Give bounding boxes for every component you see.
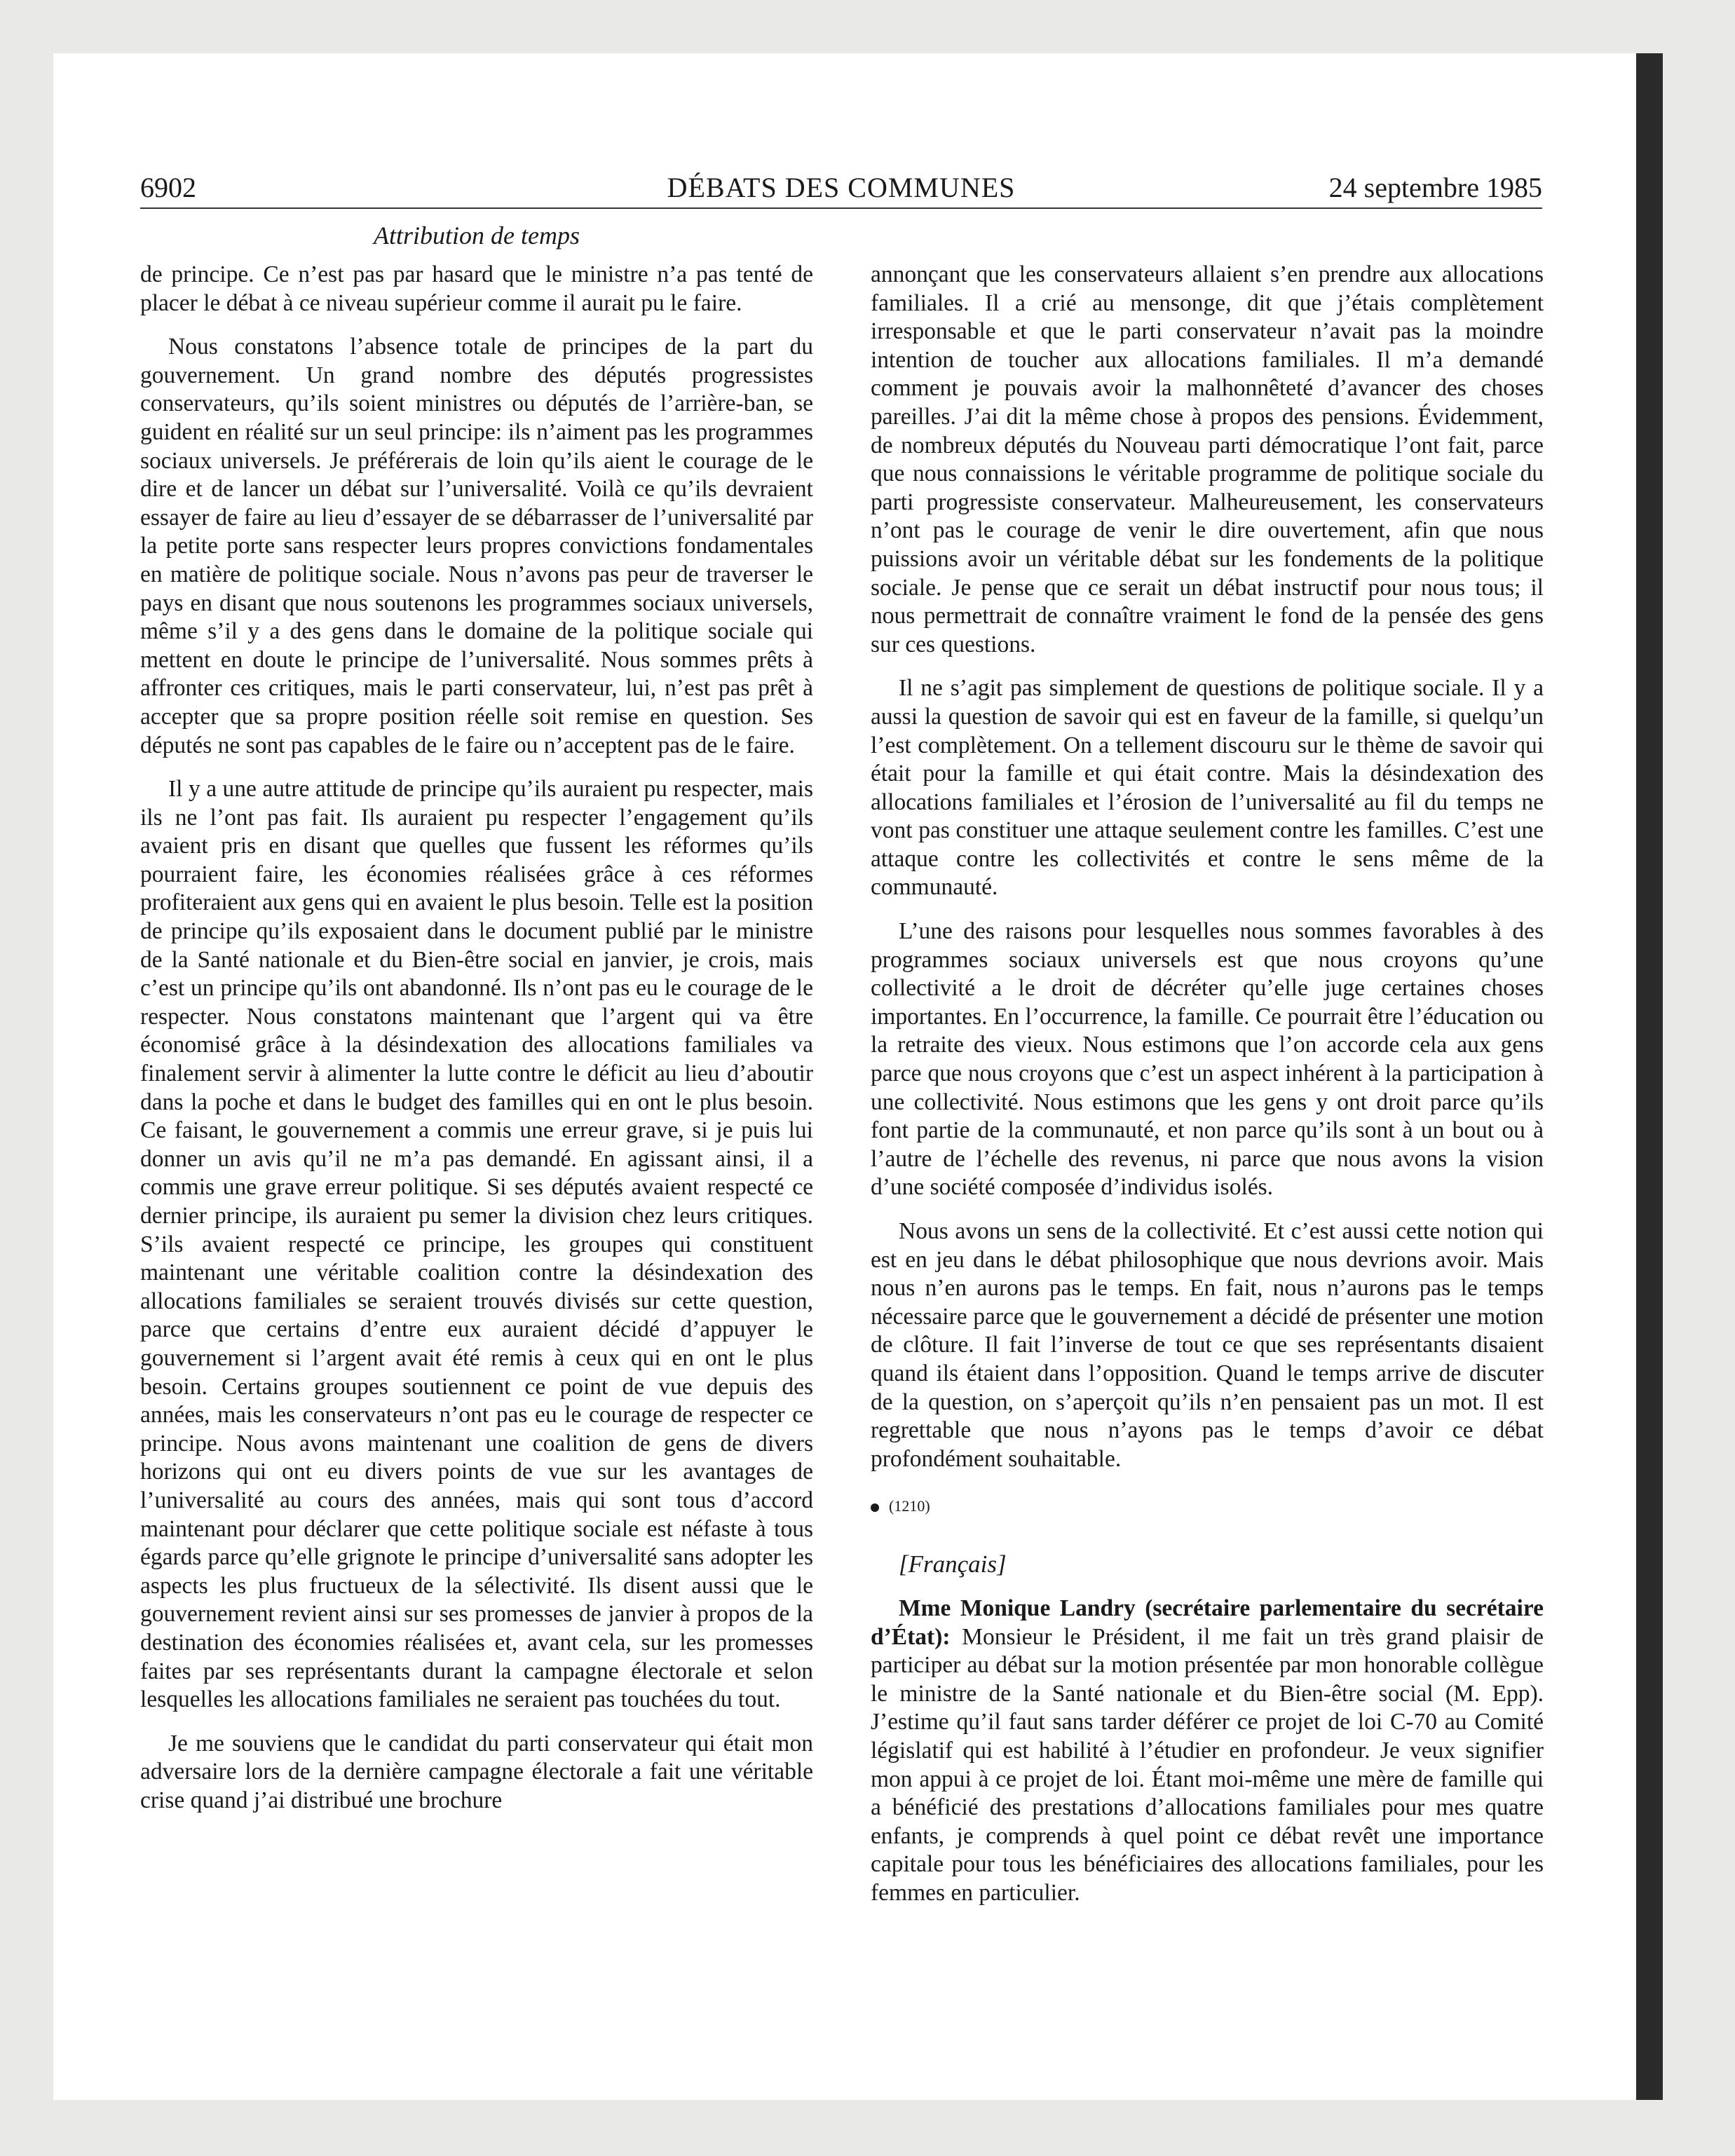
paragraph: Nous constatons l’absence totale de principes de la part du gouvernement. Un grand nombre des députés progressistes conservateurs, qu’ils soient ministres ou députés de l’arrière-ban, se guident en réalité sur un seul principe: ils n’aiment pas les programmes sociaux universels. Je préférerais de loin qu’ils aient le courage de le dire et de lancer un débat sur l’universalité. Voilà ce qu’ils devraient essayer de faire au lieu d’essayer de se débarrasser de l’universalité par la petite porte sans respecter leurs propres convictions fondamentales en matière de politique sociale. Nous n’avons pas peur de traverser le pays en disant que nous soutenons les programmes sociaux universels, même s’il y a des gens dans le domaine de la politique sociale qui mettent en doute le principe de l’universalité. Nous sommes prêts à affronter ces critiques, mais le parti conservateur, lui, n’est pas prêt à accepter que sa propre position réelle soit remise en question. Ses députés ne sont pas capables de le faire ou n’acceptent pas de le faire. [140, 334, 813, 758]
paragraph: L’une des raisons pour lesquelles nous sommes favorables à des programmes sociaux universels est que nous croyons qu’une collectivité a le droit de décréter qu’elle juge certaines choses importantes. En l’occurrence, la famille. Ce pourrait être l’éducation ou la retraite des vieux. Nous estimons que l’on accorde cela aux gens parce que nous croyons que c’est un aspect inhérent à la participation à une collectivité. Nous estimons que les gens y ont droit parce qu’ils font partie de la communauté, et non parce qu’ils sont à un bout ou à l’autre de l’échelle des revenus, ni parce que nous avons la vision d’une société composée d’individus isolés. [871, 918, 1544, 1201]
publication-title: DÉBATS DES COMMUNES [667, 172, 1016, 203]
time-marker-text: (1210) [889, 1497, 930, 1515]
right-column [871, 261, 1544, 1923]
paragraph: Il ne s’agit pas simplement de questions de politique sociale. Il y a aussi la question de savoir qui est en faveur de la famille, si quelqu’un l’est complètement. On a tellement discouru sur le thème de savoir qui était pour la famille et qui était contre. Mais la désindexation des allocations familiales et l’érosion de l’universalité au fil du temps ne vont pas constituer une attaque seulement contre les familles. C’est une attaque contre les collectivités et contre le sens même de la communauté. [871, 675, 1544, 901]
paragraph: Il y a une autre attitude de principe qu’ils auraient pu respecter, mais ils ne l’ont pas fait. Ils auraient pu respecter l’engagement qu’ils avaient pris en disant que quelles que fussent les réformes qu’ils pourraient faire, les économies réalisées grâce à ces réformes profiteraient aux gens qui en avaient le plus besoin. Telle est la position de principe qu’ils exposaient dans le document publié par le ministre de la Santé nationale et du Bien-être social en janvier, je crois, mais c’est un principe qu’ils ont abandonné. Ils n’ont pas eu le courage de le respecter. Nous constatons maintenant que l’argent qui va être économisé grâce à la désindexation des allocations familiales va finalement servir à alimenter la lutte contre le déficit au lieu d’aboutir dans la poche et dans le budget des familles qui en ont le plus besoin. Ce faisant, le gouvernement a commis une erreur grave, si je puis lui donner un avis qu’il ne m’a pas demandé. En agissant ainsi, il a commis une grave erreur politique. Si ses députés avaient respecté ce dernier principe, ils auraient pu semer la division chez leurs critiques. S’ils avaient respecté ce principe, les groupes qui constituent maintenant une véritable coalition contre la désindexation des allocations familiales se seraient trouvés divisés sur cette question, parce que certains d’entre eux auraient décidé d’appuyer le gouvernement si l’argent avait été remis à ceux qui en ont le plus besoin. Certains groupes soutiennent ce point de vue depuis des années, mais les conservateurs n’ont pas eu le courage de respecter ce principe. Nous avons maintenant une coalition de gens de divers horizons qui ont eu divers points de vue sur les avantages de l’universalité au cours des années, mais qui sont tous d’accord maintenant pour déclarer que cette politique sociale est néfaste à tous égards parce qu’elle grignote le principe d’universalité sans adopter les aspects les plus fructueux de la sélectivité. Ils disent aussi que le gouvernement revient ainsi sur ses promesses de janvier à propos de la destination des économies réalisées et, avant cela, sur les promesses faites par ses représentants durant la campagne électorale et selon lesquelles les allocations familiales ne seraient pas touchées du tout. [140, 776, 813, 1713]
page-number: 6902 [140, 172, 196, 203]
paragraph: annonçant que les conservateurs allaient s’en prendre aux allocations familiales. Il a crié au mensonge, dit que j’étais complètement irresponsable et que le parti conservateur n’avait pas la moindre intention de toucher aux allocations familiales. Il m’a demandé comment je pouvais avoir la malhonnêteté d’avancer des choses pareilles. J’ai dit la même chose à propos des pensions. Évidemment, de nombreux députés du Nouveau parti démocratique l’ont fait, parce que nous connaissions le véritable programme de politique sociale du parti progressiste conservateur. Malheureusement, les conservateurs n’ont pas le courage de venir le dire ouvertement, afin que nous puissions avoir un véritable débat sur les fondements de la politique sociale. Je pense que ce serait un débat instructif pour nous tous; il nous permettrait de connaître vraiment le fond de la pensée des gens sur ces questions. [871, 261, 1544, 657]
time-marker [871, 1496, 1544, 1517]
running-header [140, 168, 1542, 209]
speech-paragraph [871, 1595, 1544, 1908]
left-column [140, 261, 813, 1830]
paragraph: de principe. Ce n’est pas par hasard que le ministre n’a pas tenté de placer le débat à ce niveau supérieur comme il aurait pu le faire. [140, 261, 813, 316]
scan-border [1636, 53, 1663, 2100]
language-tag: [Français] [899, 1550, 1007, 1578]
paragraph: Je me souviens que le candidat du parti conservateur qui était mon adversaire lors de la dernière campagne électorale a fait une véritable crise quand j’ai distribué une brochure [140, 1730, 813, 1813]
section-heading: Attribution de temps [374, 221, 580, 250]
paragraph: Nous avons un sens de la collectivité. Et c’est aussi cette notion qui est en jeu dans le débat philosophique que nous devrions avoir. Mais nous n’en aurons pas le temps. En fait, nous n’aurons pas le temps nécessaire parce que le gouvernement a décidé de présenter une motion de clôture. Il fait l’inverse de tout ce que ses représentants disaient quand ils étaient dans l’opposition. Quand le temps arrive de discuter de la question, on s’aperçoit qu’ils n’en pensaient pas un mot. Il est regrettable que nous n’ayons pas le temps d’avoir ce débat profondément souhaitable. [871, 1218, 1544, 1472]
publication-date: 24 septembre 1985 [1328, 172, 1542, 203]
speech-text: Monsieur le Président, il me fait un très grand plaisir de participer au débat sur la motion présentée par mon honorable collègue le ministre de la Santé nationale et du Bien-être social (M. Epp). J’estime qu’il faut sans tarder déférer ce projet de loi C-70 au Comité législatif qui est habilité à l’étudier en profondeur. Je veux signifier mon appui à ce projet de loi. Étant moi-même une mère de famille qui a bénéficié des prestations d’allocations familiales pour mes quatre enfants, je comprends à quel point ce débat revêt une importance capitale pour tous les bénéficiaires des allocations familiales, pour les femmes en particulier. [871, 1623, 1544, 1906]
bullet-icon [871, 1503, 879, 1512]
speaker-name: Mme Monique Landry (secrétaire parlementaire du secrétaire d’État): [871, 1595, 1544, 1650]
